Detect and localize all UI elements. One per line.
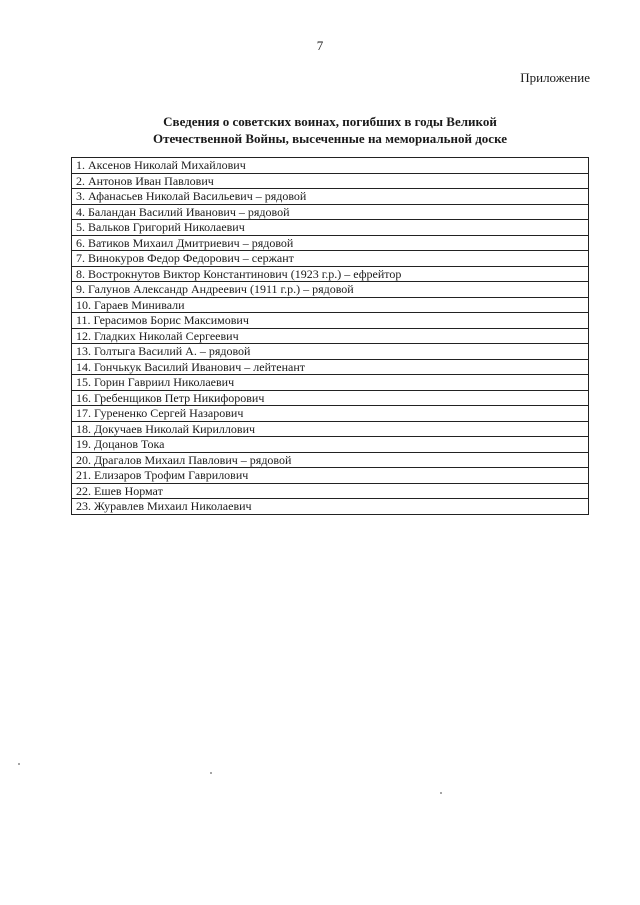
table-row — [72, 158, 589, 174]
table-row — [72, 189, 589, 205]
table-row — [72, 437, 589, 453]
list-entry: 14. Гончькук Василий Иванович – лейтенант — [72, 359, 589, 375]
table-row — [72, 204, 589, 220]
table-row — [72, 220, 589, 236]
table-row — [72, 375, 589, 391]
table-row — [72, 359, 589, 375]
list-entry: 10. Гараев Минивали — [72, 297, 589, 313]
table-row — [72, 499, 589, 515]
list-entry: 19. Доцанов Тока — [72, 437, 589, 453]
scan-speck — [18, 763, 20, 765]
table-row — [72, 173, 589, 189]
list-entry: 13. Голтыга Василий А. – рядовой — [72, 344, 589, 360]
list-entry: 9. Галунов Александр Андреевич (1911 г.р.) – рядовой — [72, 282, 589, 298]
document-title-line-2: Отечественной Войны, высеченные на мемориальной доске — [152, 131, 508, 146]
list-entry: 4. Баландан Василий Иванович – рядовой — [72, 204, 589, 220]
list-entry: 5. Вальков Григорий Николаевич — [72, 220, 589, 236]
list-entry: 12. Гладких Николай Сергеевич — [72, 328, 589, 344]
table-row — [72, 421, 589, 437]
scan-speck — [210, 772, 212, 774]
appendix-label: Приложение — [520, 70, 590, 85]
list-entry: 18. Докучаев Николай Кириллович — [72, 421, 589, 437]
table-row — [72, 468, 589, 484]
list-entry: 11. Герасимов Борис Максимович — [72, 313, 589, 329]
memorial-names-table — [71, 157, 589, 515]
table-row — [72, 282, 589, 298]
list-entry: 6. Ватиков Михаил Дмитриевич – рядовой — [72, 235, 589, 251]
document-title-line-1: Сведения о советских воинах, погибших в годы Великой — [163, 114, 497, 129]
list-entry: 3. Афанасьев Николай Васильевич – рядовой — [72, 189, 589, 205]
table-row — [72, 344, 589, 360]
table-row — [72, 297, 589, 313]
list-entry: 1. Аксенов Николай Михайлович — [72, 158, 589, 174]
table-row — [72, 313, 589, 329]
page-number: 7 — [316, 38, 324, 53]
list-entry: 7. Винокуров Федор Федорович – сержант — [72, 251, 589, 267]
list-entry: 20. Драгалов Михаил Павлович – рядовой — [72, 452, 589, 468]
list-entry: 16. Гребенщиков Петр Никифорович — [72, 390, 589, 406]
scan-speck — [440, 792, 442, 794]
table-row — [72, 328, 589, 344]
table-row — [72, 251, 589, 267]
table-row — [72, 390, 589, 406]
table-row — [72, 483, 589, 499]
list-entry: 8. Вострокнутов Виктор Константинович (1923 г.р.) – ефрейтор — [72, 266, 589, 282]
list-entry: 22. Ешев Нормат — [72, 483, 589, 499]
document-title — [130, 113, 530, 147]
list-entry: 15. Горин Гавриил Николаевич — [72, 375, 589, 391]
table-row — [72, 406, 589, 422]
list-entry: 21. Елизаров Трофим Гаврилович — [72, 468, 589, 484]
table-row — [72, 235, 589, 251]
table-row — [72, 266, 589, 282]
list-entry: 17. Гурененко Сергей Назарович — [72, 406, 589, 422]
table-row — [72, 452, 589, 468]
list-entry: 23. Журавлев Михаил Николаевич — [72, 499, 589, 515]
list-entry: 2. Антонов Иван Павлович — [72, 173, 589, 189]
